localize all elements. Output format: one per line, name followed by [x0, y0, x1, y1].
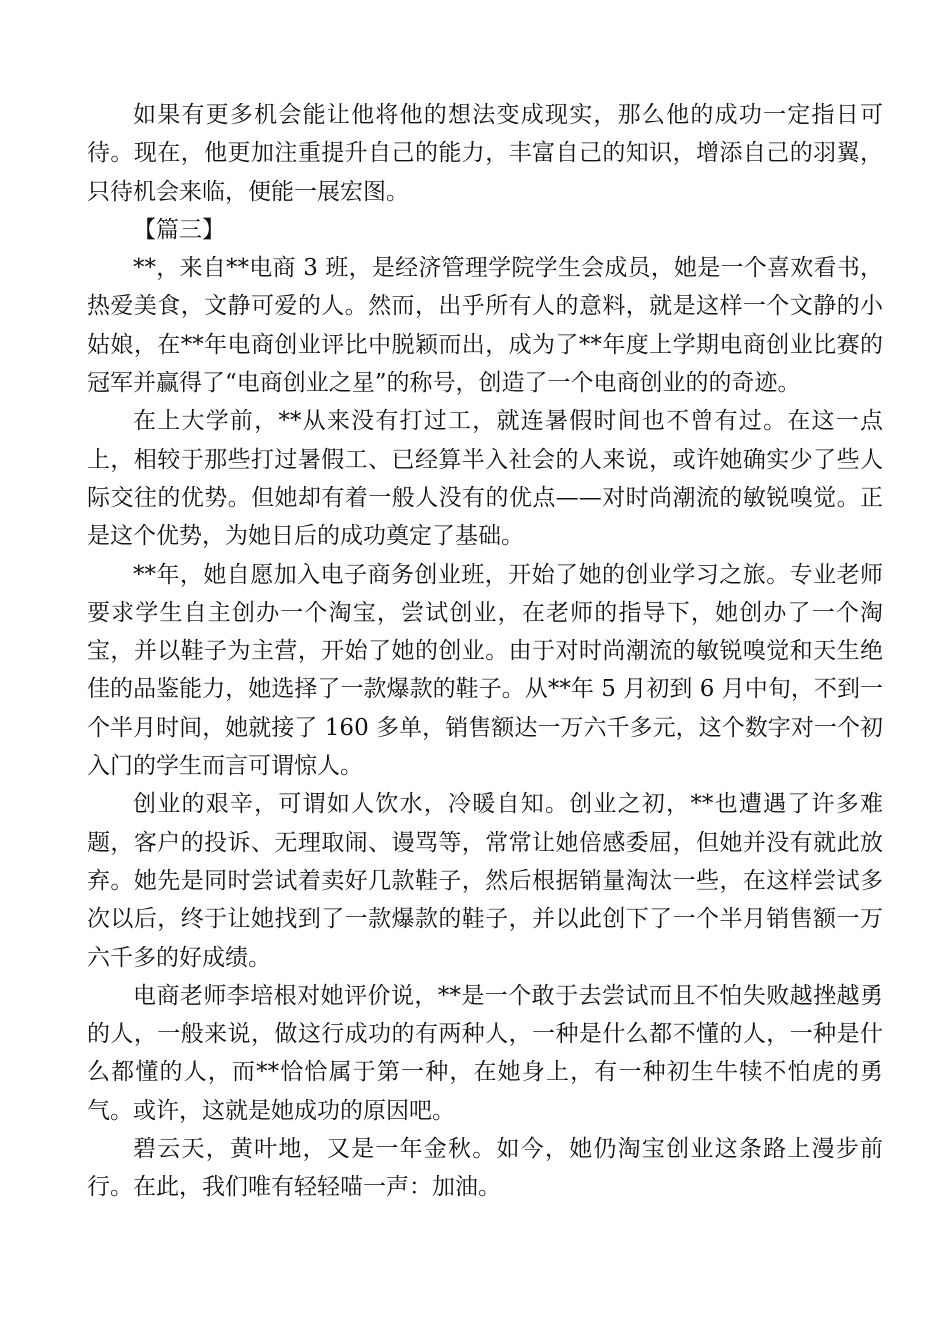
- paragraph: **，来自**电商 3 班，是经济管理学院学生会成员，她是一个喜欢看书，热爱美食，文静可爱的人。然而，出乎所有人的意料，就是这样一个文静的小姑娘，在**年电商创业评比中脱颖而出，成为了**年度上学期电商创业比赛的冠军并赢得了“电商创业之星”的称号，创造了一个电商创业的的奇迹。: [87, 255, 883, 397]
- section-heading: 【篇三】: [133, 216, 225, 243]
- paragraph: 创业的艰辛，可谓如人饮水，冷暖自知。创业之初，**也遭遇了许多难题，客户的投诉、无理取闹、谩骂等，常常让她倍感委屈，但她并没有就此放弃。她先是同时尝试着卖好几款鞋子，然后根据销量淘汰一些，在这样尝试多次以后，终于让她找到了一款爆款的鞋子，并以此创下了一个半月销售额一万六千多的好成绩。: [87, 791, 883, 971]
- paragraph: 电商老师李培根对她评价说，**是一个敢于去尝试而且不怕失败越挫越勇的人，一般来说，做这行成功的有两种人，一种是什么都不懂的人，一种是什么都懂的人，而**恰恰属于第一种，在她身上，有一种初生牛犊不怕虎的勇气。或许，这就是她成功的原因吧。: [87, 982, 883, 1124]
- paragraph: **年，她自愿加入电子商务创业班，开始了她的创业学习之旅。专业老师要求学生自主创办一个淘宝，尝试创业，在老师的指导下，她创办了一个淘宝，并以鞋子为主营，开始了她的创业。由于对时尚潮流的敏锐嗅觉和天生绝佳的品鉴能力，她选择了一款爆款的鞋子。从**年 5 月初到 6 月中旬，不到一个半月时间，她就接了 160 多单，销售额达一万六千多元，这个数字对一个初入门的学生而言可谓惊人。: [87, 561, 883, 780]
- paragraph-closing: 碧云天，黄叶地，又是一年金秋。如今，她仍淘宝创业这条路上漫步前行。在此，我们唯有轻轻喵一声：加油。: [87, 1136, 883, 1201]
- document-page: [87, 96, 883, 1207]
- paragraph: 在上大学前，**从来没有打过工，就连暑假时间也不曾有过。在这一点上，相较于那些打过暑假工、已经算半入社会的人来说，或许她确实少了些人际交往的优势。但她却有着一般人没有的优点——对时尚潮流的敏锐嗅觉。正是这个优势，为她日后的成功奠定了基础。: [87, 408, 883, 550]
- paragraph-intro: 如果有更多机会能让他将他的想法变成现实，那么他的成功一定指日可待。现在，他更加注重提升自己的能力，丰富自己的知识，增添自己的羽翼，只待机会来临，便能一展宏图。: [87, 102, 883, 205]
